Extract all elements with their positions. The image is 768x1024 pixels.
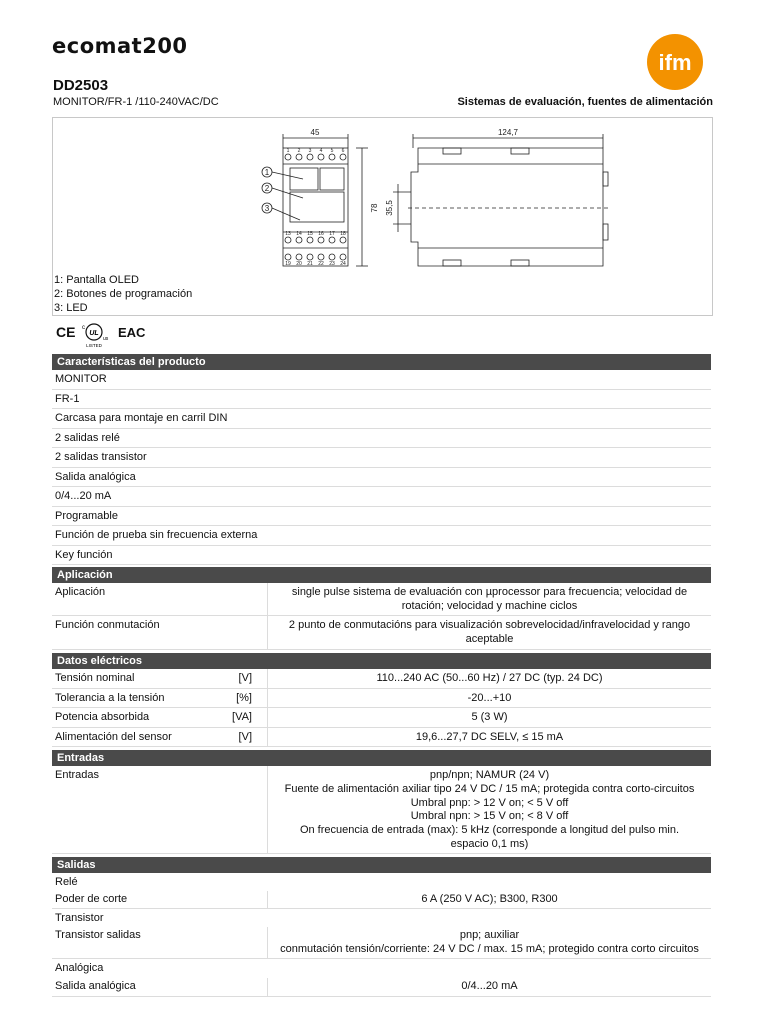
list-item: 2 salidas relé <box>52 429 711 449</box>
row-unit: [VA] <box>232 711 252 723</box>
svg-text:1: 1 <box>286 148 290 154</box>
legend-item: 1: Pantalla OLED <box>54 274 139 286</box>
row-value: 2 punto de conmutacións para visualización sobrevelocidad/infravelocidad y rango aceptable <box>267 616 711 649</box>
certification-marks <box>54 322 174 348</box>
svg-text:24: 24 <box>340 261 346 267</box>
svg-text:14: 14 <box>296 231 302 237</box>
row-value: pnp; auxiliar conmutación tensión/corriente: 24 V DC / max. 15 mA; protegido contra corto circuitos <box>267 927 711 958</box>
subheading: Relé <box>55 876 78 888</box>
dim-width-label: 45 <box>310 128 320 137</box>
list-item: 0/4...20 mA <box>52 487 711 507</box>
svg-text:18: 18 <box>340 231 346 237</box>
legend-item: 2: Botones de programación <box>54 287 193 300</box>
table-row <box>52 669 711 689</box>
row-value: 110...240 AC (50...60 Hz) / 27 DC (typ. 24 DC) <box>267 669 711 688</box>
table-row <box>52 891 711 909</box>
svg-text:13: 13 <box>285 231 291 237</box>
row-label: Salida analógica <box>55 980 136 992</box>
feature-list <box>52 370 711 565</box>
list-item: FR-1 <box>52 390 711 410</box>
row-unit: [%] <box>236 691 252 704</box>
product-category: Sistemas de evaluación, fuentes de alimentación <box>457 96 713 108</box>
section-header: Aplicación <box>52 567 711 583</box>
cul-us-listed-icon <box>82 324 109 348</box>
dim-rail-label: 35,5 <box>385 200 394 216</box>
subheading: Transistor <box>55 912 104 924</box>
row-value: pnp/npn; NAMUR (24 V) Fuente de alimentación axiliar tipo 24 V DC / 15 mA; protegida contra corto-circuitos Umbral pnp: > 12 V on; < 5 V off Umbral npn: > 15 V on; < 8 V off On frecuencia de entrada (max): 5 kHz (corresponde a longitud del pulso min. espacio 0,1 ms) <box>267 766 711 853</box>
brand-wordmark: ecomat200 <box>52 34 188 58</box>
section-header: Entradas <box>52 750 711 766</box>
svg-text:5: 5 <box>330 148 334 154</box>
row-unit: [V] <box>238 730 252 743</box>
section-header: Datos eléctricos <box>52 653 711 669</box>
row-label: Entradas <box>55 769 100 781</box>
list-item: Salida analógica <box>52 468 711 488</box>
dim-length-label: 124,7 <box>497 128 519 137</box>
dimension-drawing-box <box>52 117 713 316</box>
table-row <box>52 978 711 997</box>
row-label: Aplicación <box>55 586 106 598</box>
list-item: MONITOR <box>52 370 711 390</box>
row-label: Alimentación del sensor <box>55 730 172 743</box>
svg-text:21: 21 <box>307 261 313 267</box>
ce-icon: CE <box>56 324 76 340</box>
section-aplicacion <box>52 567 711 650</box>
row-unit: [V] <box>238 672 252 684</box>
product-code: DD2503 <box>53 77 109 94</box>
callout-1: 1 <box>264 168 270 177</box>
dimension-drawing <box>228 124 648 274</box>
svg-text:6: 6 <box>341 148 345 154</box>
section-header: Salidas <box>52 857 711 873</box>
svg-text:2: 2 <box>297 148 301 154</box>
row-value: 0/4...20 mA <box>267 978 711 996</box>
section-caracteristicas <box>52 354 711 565</box>
section-salidas <box>52 857 711 997</box>
product-subtitle: MONITOR/FR-1 /110-240VAC/DC <box>53 96 219 108</box>
dim-height-label: 78 <box>370 203 379 213</box>
table-row <box>52 766 711 854</box>
callout-2: 2 <box>264 184 270 193</box>
row-label: Poder de corte <box>55 893 128 905</box>
table-row <box>52 689 711 709</box>
svg-text:UL: UL <box>89 330 99 337</box>
svg-text:23: 23 <box>329 261 335 267</box>
svg-text:19: 19 <box>285 261 291 267</box>
row-label: Transistor salidas <box>55 929 141 941</box>
table-row <box>52 927 711 959</box>
list-item: Key función <box>52 546 711 566</box>
top-terminals <box>285 154 346 260</box>
callout-3: 3 <box>264 204 270 213</box>
svg-text:LISTED: LISTED <box>86 343 102 348</box>
drawing-legend <box>54 274 192 315</box>
subheading: Analógica <box>55 962 104 974</box>
list-item: Programable <box>52 507 711 527</box>
row-label: Tensión nominal <box>55 672 135 684</box>
svg-text:17: 17 <box>329 231 335 237</box>
table-row <box>52 616 711 650</box>
list-item: 2 salidas transistor <box>52 448 711 468</box>
svg-text:3: 3 <box>308 148 312 154</box>
svg-text:20: 20 <box>296 261 302 267</box>
section-header: Características del producto <box>52 354 711 370</box>
svg-text:15: 15 <box>307 231 313 237</box>
svg-text:us: us <box>103 336 109 342</box>
row-value: 19,6...27,7 DC SELV, ≤ 15 mA <box>267 728 711 747</box>
logo-text: ifm <box>658 50 692 75</box>
table-row <box>52 583 711 616</box>
row-label: Función conmutación <box>55 619 160 631</box>
svg-text:16: 16 <box>318 231 324 237</box>
ifm-logo <box>646 33 704 91</box>
table-row <box>52 728 711 748</box>
section-datos-electricos <box>52 653 711 747</box>
list-item: Función de prueba sin frecuencia externa <box>52 526 711 546</box>
row-value: 5 (3 W) <box>267 708 711 727</box>
eac-icon: EAC <box>118 325 146 340</box>
list-item: Carcasa para montaje en carril DIN <box>52 409 711 429</box>
row-label: Tolerancia a la tensión <box>55 691 165 704</box>
row-value: 6 A (250 V AC); B300, R300 <box>267 891 711 908</box>
section-entradas <box>52 750 711 854</box>
svg-text:22: 22 <box>318 261 324 267</box>
row-label: Potencia absorbida <box>55 711 150 723</box>
legend-item: 3: LED <box>54 301 88 314</box>
row-value: -20...+10 <box>267 689 711 708</box>
table-row <box>52 708 711 728</box>
svg-text:4: 4 <box>319 148 323 154</box>
row-value: single pulse sistema de evaluación con µprocessor para frecuencia; velocidad de rotación; velocidad y machine ciclos <box>267 583 711 615</box>
svg-text:c: c <box>82 325 85 331</box>
